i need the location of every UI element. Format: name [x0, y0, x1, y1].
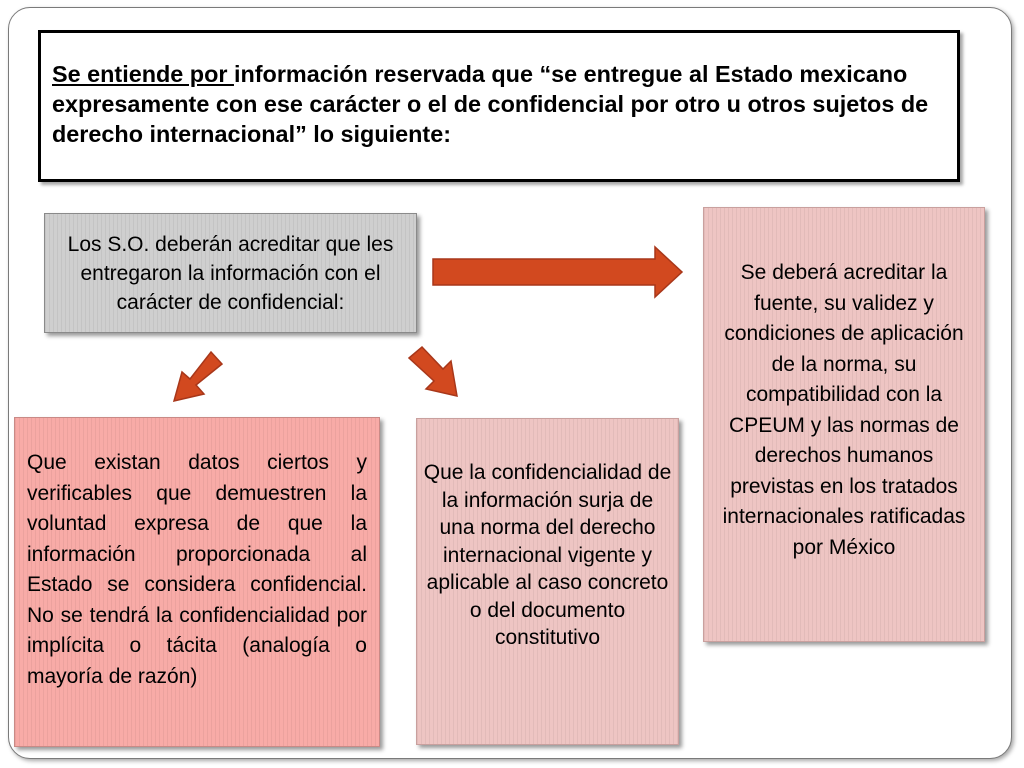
requirement-data-text: Que existan datos ciertos y verificables que demuestren la voluntad expresa de que la información proporcionada al Estado se considera confidencial. No se tendrá la confidencialidad por implícita o tácita (analogía o mayoría de razón)	[27, 451, 367, 688]
down-right-arrow	[404, 343, 464, 403]
requirement-norm-box	[416, 418, 679, 745]
obligation-box	[44, 213, 417, 333]
source-accreditation-text: Se deberá acreditar la fuente, su validez y condiciones de aplicación de la norma, su compatibilidad con la CPEUM y las normas de derechos humanos previstas en los tratados internacionales ratificadas por México	[722, 261, 966, 559]
requirement-norm-text: Que la confidencialidad de la información surja de una norma del derecho internacional vigente y aplicable al caso concreto o del documento constitutivo	[423, 461, 672, 649]
down-right-arrow-shape	[409, 347, 457, 396]
source-accreditation-box	[703, 207, 985, 642]
down-left-arrow-shape	[174, 352, 222, 401]
title-box	[38, 30, 960, 182]
title-underlined-prefix: Se entiende por	[52, 61, 234, 87]
obligation-text: Los S.O. deberán acreditar que les entregaron la información con el carácter de confidencial:	[67, 232, 394, 314]
down-left-arrow	[166, 348, 228, 406]
title-text	[52, 59, 947, 149]
right-arrow	[430, 244, 686, 300]
title-rest: información reservada que “se entregue al Estado mexicano expresamente con ese carácter o el de confidencial por otro u otros sujetos de derecho internacional” lo siguiente:	[52, 61, 929, 147]
right-arrow-shape	[433, 247, 682, 297]
requirement-data-box	[14, 417, 380, 747]
